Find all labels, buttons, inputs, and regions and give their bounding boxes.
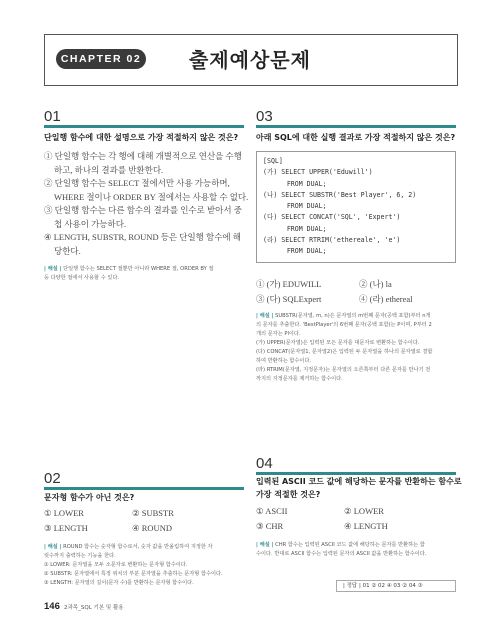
code-line: FROM DUAL; — [263, 224, 327, 233]
code-line: (라) SELECT RTRIM('ethereale', 'e') — [263, 236, 401, 245]
question-number: 04 — [256, 455, 273, 472]
explanation-line: CHR 함수는 입력된 ASCII 코드 값에 해당하는 문자를 반환하는 함 — [275, 542, 425, 548]
option: ① (가) EDUWILL — [256, 279, 322, 289]
question-text: 아래 SQL에 대한 실행 결과로 가장 적절하지 않은 것은? — [256, 133, 456, 142]
section-divider — [44, 487, 244, 490]
section-divider — [44, 125, 244, 128]
code-line: (다) SELECT CONCAT('SQL', 'Expert') — [263, 213, 401, 222]
code-line: [SQL] — [263, 157, 283, 165]
code-line: FROM DUAL; — [263, 179, 327, 188]
question-text: 단일행 함수에 대한 설명으로 가장 적절하지 않은 것은? — [44, 133, 239, 142]
explanation-line: (가) UPPER(문자열)은 입력된 모든 문자를 대문자로 변환하는 함수이다. — [256, 340, 420, 346]
code-line: (나) SELECT SUBSTR('Best Player', 6, 2) — [263, 190, 417, 199]
option: ④ LENGTH — [344, 521, 388, 531]
option-line: ③ 단일행 함수는 다른 함수의 결과를 인수로 받아서 중 — [44, 205, 242, 215]
option: ② SUBSTR — [132, 508, 174, 518]
option: ② (나) la — [359, 279, 392, 289]
explanation-line: 수이다. 반대로 ASCII 함수는 입력된 문자의 ASCII 값을 반환하는 함수이다. — [256, 551, 427, 557]
explanation-line: (다) CONCAT(문자열1, 문자열2)은 입력된 두 문자열을 하나의 문자열로 결합 — [256, 349, 433, 355]
explanation-line: 등 다양한 절에서 사용할 수 있다. — [44, 275, 120, 281]
section-label: 2과목_SQL 기본 및 활용 — [64, 605, 124, 611]
options-grid — [44, 508, 244, 538]
explanation-line: SUBSTR(문자열, m, n)은 문자열의 m번째 문자(공백 포함)부터 n개 — [275, 313, 431, 319]
explanation-tag: | 해설 | — [44, 266, 62, 272]
question-line: 입력된 ASCII 코드 값에 해당하는 문자를 반환하는 함수로 — [256, 477, 462, 486]
page-title: 출제예상문제 — [189, 48, 311, 72]
explanation-line: (라) RTRIM(문자열, 지정문자)는 문자열의 오른쪽부터 다른 문자를 만나기 전 — [256, 367, 431, 373]
explanation-line: ③ LENGTH: 문자열의 길이(문자 수)를 반환하는 문자형 함수이다. — [44, 580, 194, 586]
explanation-line: ② SUBSTR: 문자열에서 특정 위치의 부분 문자열을 추출하는 문자형 함수이다. — [44, 571, 223, 577]
question-text: 문자형 함수가 아닌 것은? — [44, 493, 135, 502]
option-line: ④ LENGTH, SUBSTR, ROUND 등은 단일행 함수에 해 — [44, 232, 241, 242]
code-line: FROM DUAL; — [263, 247, 327, 256]
explanation-line: ROUND 함수는 숫자형 함수로서, 숫자 값을 반올림하여 지정한 자 — [63, 544, 213, 550]
answer-key: | 정답 | 01 ② 02 ④ 03 ② 04 ③ — [336, 580, 456, 592]
section-divider — [256, 125, 456, 128]
explanation-line: 까지의 지정문자를 제거하는 함수이다. — [256, 376, 343, 382]
option: ③ (다) SQLExpert — [256, 294, 322, 304]
explanation-line: ① LOWER: 문자열을 모두 소문자로 변환하는 문자형 함수이다. — [44, 562, 188, 568]
explanation-line: 의 문자를 추출한다. 'BestPlayer'의 6번째 문자(공백 포함)는 P이며, P부터 2 — [256, 322, 432, 328]
sql-code-box — [256, 151, 456, 263]
code-line: FROM DUAL; — [263, 202, 327, 211]
option: ① LOWER — [44, 508, 84, 518]
explanation-line: 개의 문자는 Pl이다. — [256, 331, 301, 337]
explanation — [44, 543, 249, 588]
option: ④ (라) ethereal — [359, 294, 413, 304]
option-line: WHERE 절이나 ORDER BY 절에서는 사용할 수 없다. — [54, 191, 249, 202]
explanation — [256, 312, 461, 384]
option-line: ② 단일행 함수는 SELECT 절에서만 사용 가능하며, — [44, 178, 230, 188]
question-number: 03 — [256, 108, 273, 125]
explanation — [256, 541, 461, 559]
option-line: 첩 사용이 가능하다. — [54, 218, 127, 229]
question-line: 가장 적절한 것은? — [256, 490, 321, 499]
question-number: 02 — [44, 470, 61, 487]
option-line: ① 단일행 함수는 각 행에 대해 개별적으로 연산을 수행 — [44, 151, 242, 161]
option: ③ CHR — [256, 521, 284, 531]
explanation-line: 하여 반환하는 함수이다. — [256, 358, 312, 364]
options-grid — [256, 506, 456, 536]
option: ② LOWER — [344, 506, 384, 516]
question-text — [256, 475, 462, 501]
options-grid — [256, 278, 456, 308]
option: ④ ROUND — [132, 523, 172, 533]
option-line: 하고, 하나의 결과를 반환한다. — [54, 164, 164, 175]
code-line: (가) SELECT UPPER('Eduwill') — [263, 168, 373, 177]
explanation-line: 단일행 함수는 SELECT 절뿐만 아니라 WHERE 절, ORDER BY 절 — [63, 266, 214, 272]
question-number: 01 — [44, 108, 61, 125]
explanation-tag: | 해설 | — [256, 313, 274, 319]
page-number: 146 — [44, 601, 60, 612]
option: ① ASCII — [256, 506, 288, 516]
explanation-tag: | 해설 | — [44, 544, 62, 550]
chapter-label: CHAPTER 02 — [56, 49, 146, 69]
explanation-tag: | 해설 | — [256, 542, 274, 548]
explanation-line: 릿수까지 출력하는 기능을 한다. — [44, 553, 116, 559]
option: ③ LENGTH — [44, 523, 88, 533]
explanation — [44, 265, 249, 283]
option-line: 당한다. — [54, 245, 81, 256]
